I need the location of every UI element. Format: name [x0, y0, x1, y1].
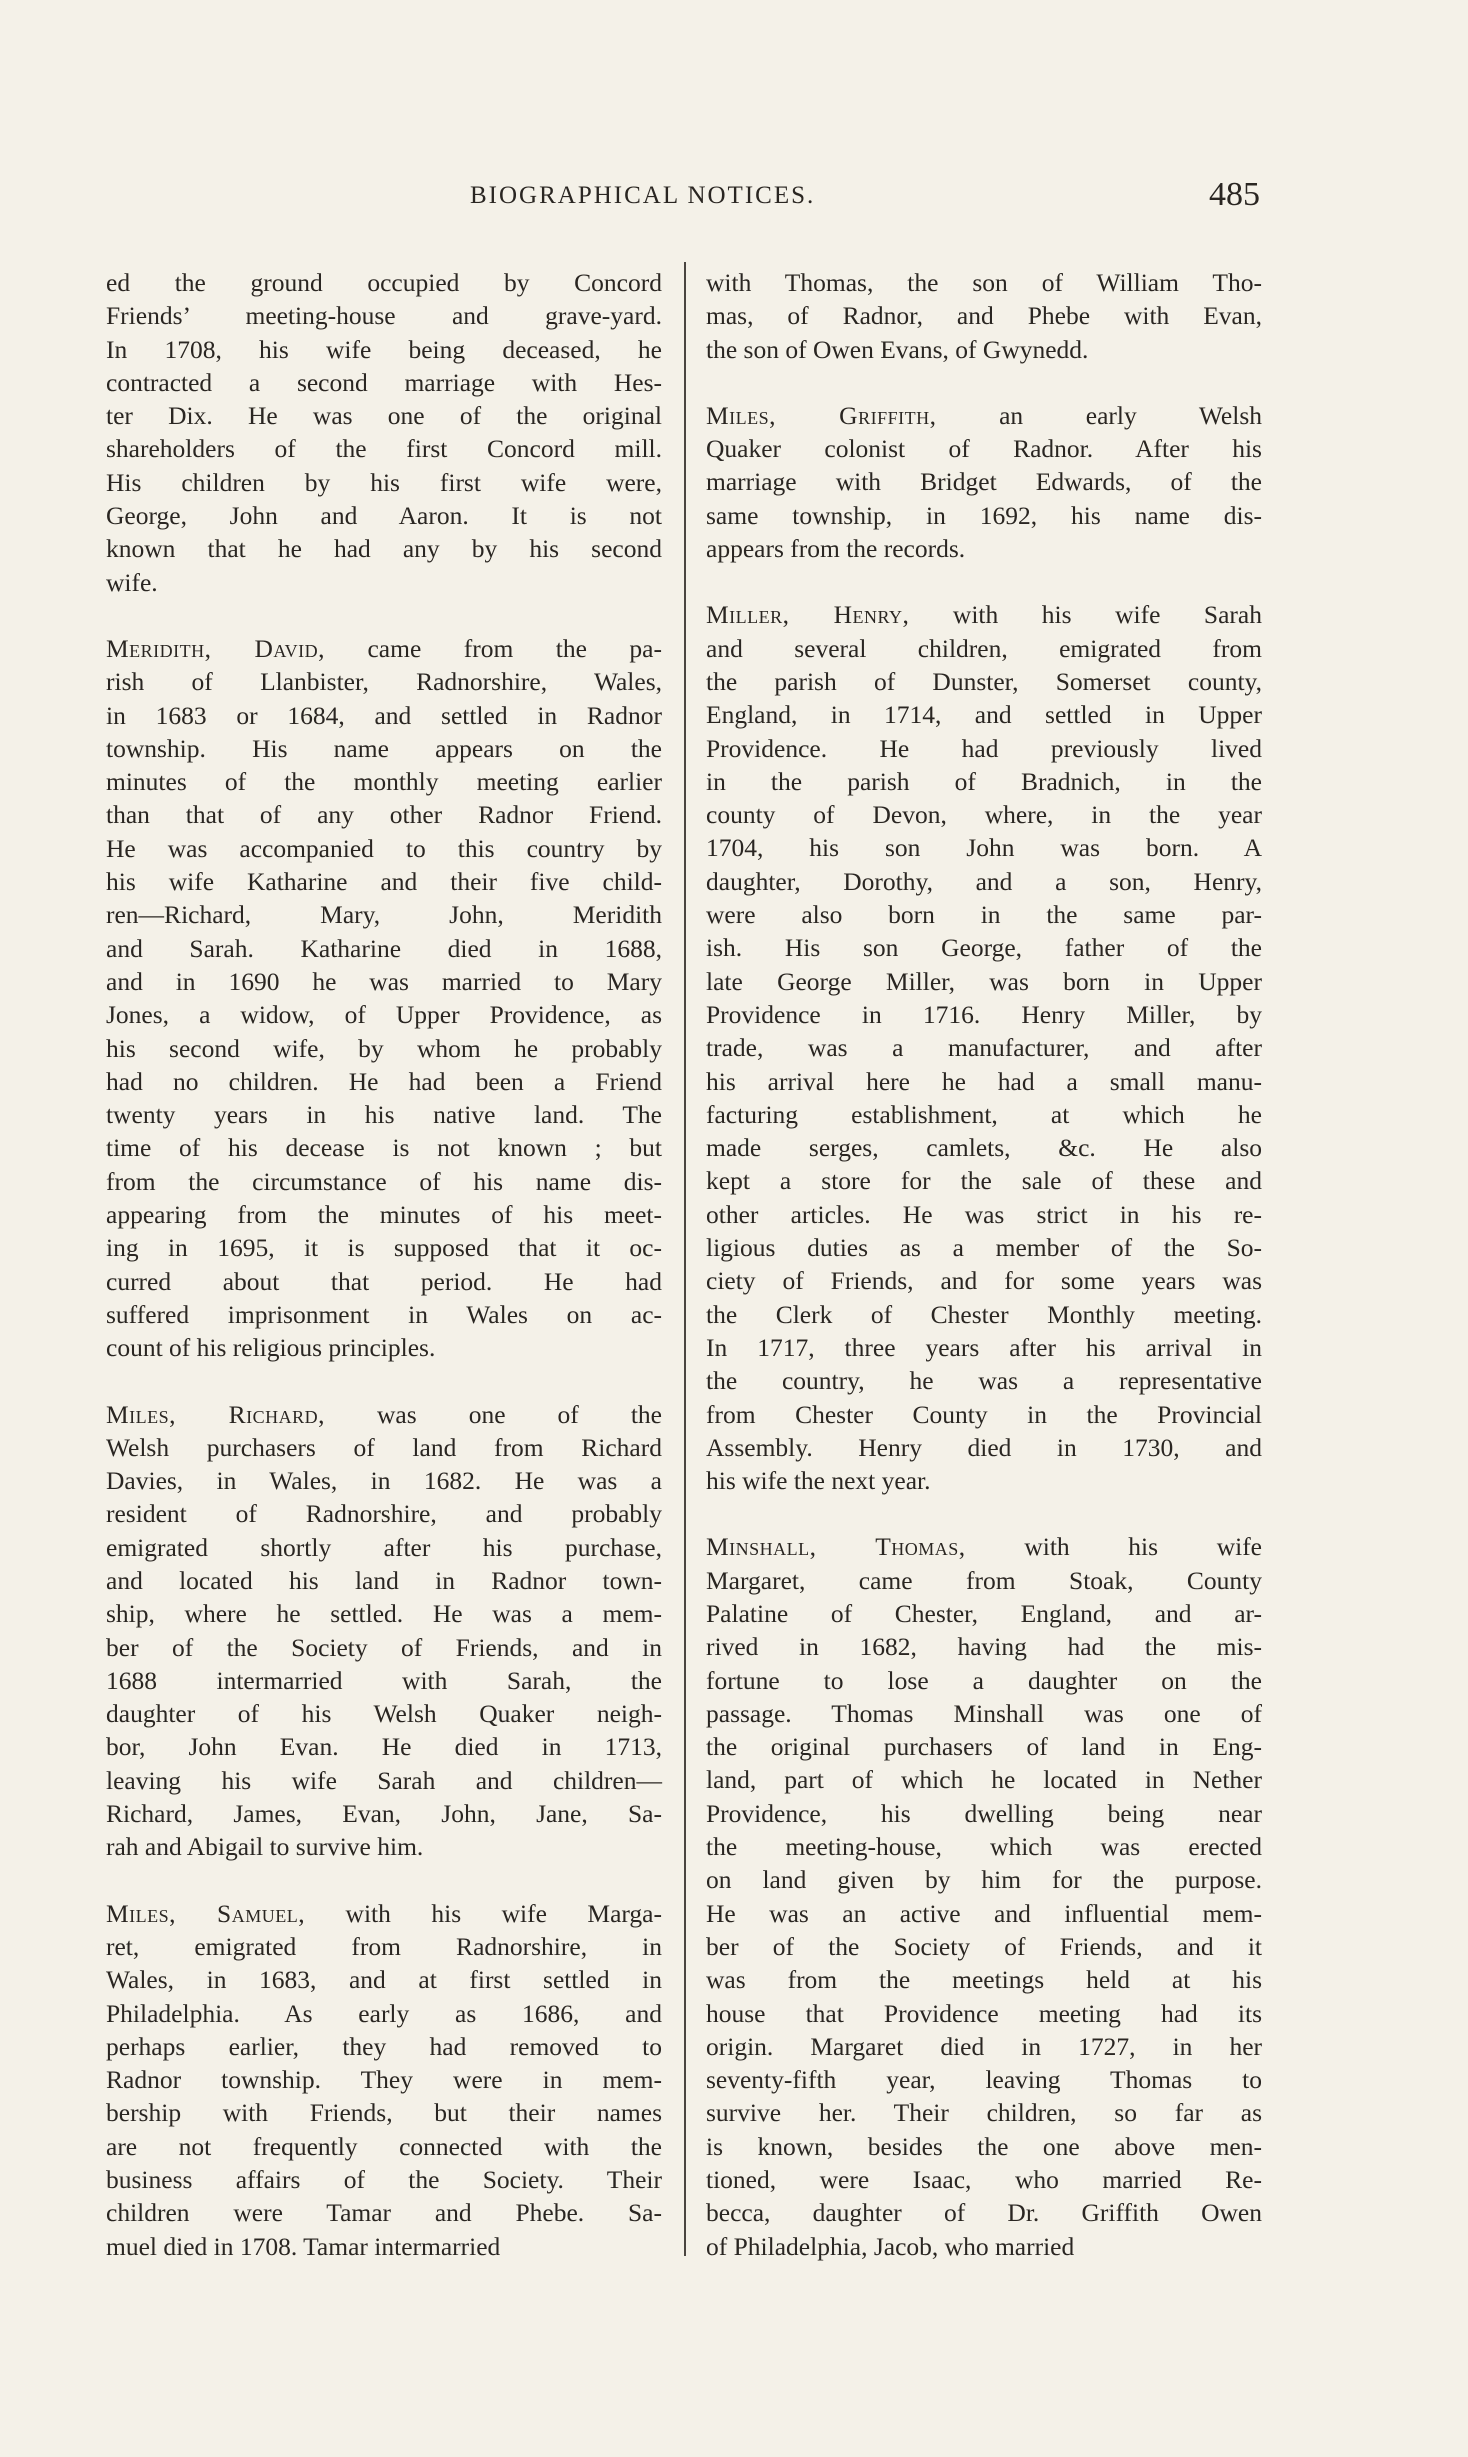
text-line: seventy-fifth year, leaving Thomas to — [706, 2065, 1262, 2095]
text-line: curred about that period. He had — [106, 1266, 662, 1296]
text-line: Providence. He had previously lived — [706, 733, 1262, 763]
text-line: with Thomas, the son of William Tho- — [706, 268, 1262, 297]
text-line: and Sarah. Katharine died in 1688, — [106, 933, 662, 963]
text-line — [706, 399, 1262, 432]
entry-gap — [706, 565, 1262, 598]
text-line: Friends’ meeting-house and grave-yard. — [106, 301, 662, 331]
text-line: His children by his first wife were, — [106, 467, 662, 497]
text-line: his arrival here he had a small manu- — [706, 1066, 1262, 1096]
text-line: trade, was a manufacturer, and after — [706, 1033, 1262, 1063]
text-line: county of Devon, where, in the year — [706, 800, 1262, 830]
text-line: the country, he was a representative — [706, 1366, 1262, 1396]
text-line: the Clerk of Chester Monthly meeting. — [706, 1299, 1262, 1329]
text-line: were also born in the same par- — [706, 900, 1262, 930]
text-line: emigrated shortly after his purchase, — [106, 1532, 662, 1562]
text-line: rah and Abigail to survive him. — [106, 1832, 424, 1862]
text-line: land, part of which he located in Nether — [706, 1765, 1262, 1795]
text-line: ren—Richard, Mary, John, Meridith — [106, 900, 662, 930]
text-line: was from the meetings held at his — [706, 1965, 1262, 1995]
text-line: house that Providence meeting had its — [706, 1998, 1262, 2028]
text-line: He was accompanied to this country by — [106, 833, 662, 863]
line-text: came from the pa- — [324, 633, 662, 663]
text-line — [106, 1897, 662, 1930]
text-line: ter Dix. He was one of the original — [106, 401, 662, 431]
text-line: George, John and Aaron. It is not — [106, 501, 662, 531]
entry-gap — [106, 1864, 662, 1897]
entry-heading: Miller, Henry, — [706, 600, 910, 630]
text-line: mas, of Radnor, and Phebe with Evan, — [706, 301, 1262, 331]
column-divider — [684, 262, 686, 2256]
text-line: Radnor township. They were in mem- — [106, 2065, 662, 2095]
text-line: and in 1690 he was married to Mary — [106, 966, 662, 996]
text-line: the original purchasers of land in Eng- — [706, 1732, 1262, 1762]
running-title: BIOGRAPHICAL NOTICES. — [470, 182, 816, 209]
text-line: Palatine of Chester, England, and ar- — [706, 1598, 1262, 1628]
left-column — [106, 266, 662, 2263]
text-line: the meeting-house, which was erected — [706, 1832, 1262, 1862]
text-line: Davies, in Wales, in 1682. He was a — [106, 1466, 662, 1496]
text-line: business affairs of the Society. Their — [106, 2165, 662, 2195]
text-line: fortune to lose a daughter on the — [706, 1665, 1262, 1695]
text-line: marriage with Bridget Edwards, of the — [706, 467, 1262, 497]
biographical-entry — [106, 266, 662, 599]
text-line: wife. — [106, 567, 158, 597]
text-line: from the circumstance of his name dis- — [106, 1166, 662, 1196]
text-line: resident of Radnorshire, and probably — [106, 1499, 662, 1529]
text-line: ret, emigrated from Radnorshire, in — [106, 1931, 662, 1961]
line-text: was one of the — [324, 1399, 662, 1429]
text-line: had no children. He had been a Friend — [106, 1066, 662, 1096]
biographical-entry — [706, 598, 1262, 1497]
text-line: is known, besides the one above men- — [706, 2131, 1262, 2161]
text-line: daughter, Dorothy, and a son, Henry, — [706, 866, 1262, 896]
text-line: kept a store for the sale of these and — [706, 1166, 1262, 1196]
text-line: the son of Owen Evans, of Gwynedd. — [706, 334, 1089, 364]
entry-heading: Miles, Richard, — [106, 1399, 325, 1429]
text-line: tioned, were Isaac, who married Re- — [706, 2165, 1262, 2195]
line-text: with his wife — [965, 1532, 1263, 1562]
text-line: In 1717, three years after his arrival in — [706, 1332, 1262, 1362]
text-line: Jones, a widow, of Upper Providence, as — [106, 1000, 662, 1030]
text-line — [106, 1398, 662, 1431]
text-line: other articles. He was strict in his re- — [706, 1199, 1262, 1229]
text-line: Providence, his dwelling being near — [706, 1798, 1262, 1828]
text-line — [106, 632, 662, 665]
text-line: the parish of Dunster, Somerset county, — [706, 666, 1262, 696]
text-line: England, in 1714, and settled in Upper — [706, 700, 1262, 730]
text-line: Richard, James, Evan, John, Jane, Sa- — [106, 1799, 662, 1829]
entry-gap — [706, 366, 1262, 399]
text-line: perhaps earlier, they had removed to — [106, 2031, 662, 2061]
text-line: same township, in 1692, his name dis- — [706, 500, 1262, 530]
text-line: passage. Thomas Minshall was one of — [706, 1698, 1262, 1728]
text-line: time of his decease is not known ; but — [106, 1133, 662, 1163]
entry-gap — [106, 1365, 662, 1398]
text-line: late George Miller, was born in Upper — [706, 966, 1262, 996]
text-line: ing in 1695, it is supposed that it oc- — [106, 1233, 662, 1263]
text-line: minutes of the monthly meeting earlier — [106, 767, 662, 797]
text-line: Quaker colonist of Radnor. After his — [706, 434, 1262, 464]
text-line: are not frequently connected with the — [106, 2131, 662, 2161]
text-line: bor, John Evan. He died in 1713, — [106, 1732, 662, 1762]
text-line: shareholders of the first Concord mill. — [106, 434, 662, 464]
text-line — [706, 598, 1262, 631]
text-line: children were Tamar and Phebe. Sa- — [106, 2198, 662, 2228]
entry-gap — [106, 599, 662, 632]
page-number: 485 — [1209, 176, 1260, 213]
text-line: facturing establishment, at which he — [706, 1099, 1262, 1129]
biographical-entry — [706, 399, 1262, 565]
text-line: ligious duties as a member of the So- — [706, 1233, 1262, 1263]
text-line: known that he had any by his second — [106, 534, 662, 564]
text-line: ship, where he settled. He was a mem- — [106, 1599, 662, 1629]
right-column — [706, 266, 1262, 2263]
text-line: township. His name appears on the — [106, 733, 662, 763]
text-line: twenty years in his native land. The — [106, 1100, 662, 1130]
text-line: suffered imprisonment in Wales on ac- — [106, 1299, 662, 1329]
text-line: appears from the records. — [706, 534, 966, 564]
entry-gap — [706, 1497, 1262, 1530]
text-line: rish of Llanbister, Radnorshire, Wales, — [106, 667, 662, 697]
text-line: daughter of his Welsh Quaker neigh- — [106, 1699, 662, 1729]
line-text: with his wife Sarah — [909, 600, 1262, 630]
biographical-entry — [106, 1897, 662, 2263]
text-line: survive her. Their children, so far as — [706, 2098, 1262, 2128]
text-line: and located his land in Radnor town- — [106, 1565, 662, 1595]
text-line: Margaret, came from Stoak, County — [706, 1565, 1262, 1595]
text-line: his wife Katharine and their five child- — [106, 867, 662, 897]
text-line: In 1708, his wife being deceased, he — [106, 334, 662, 364]
text-line: Philadelphia. As early as 1686, and — [106, 1998, 662, 2028]
text-line: Wales, in 1683, and at first settled in — [106, 1965, 662, 1995]
text-line: than that of any other Radnor Friend. — [106, 800, 662, 830]
text-line: ciety of Friends, and for some years was — [706, 1266, 1262, 1296]
text-line: leaving his wife Sarah and children— — [106, 1765, 662, 1795]
text-line: ed the ground occupied by Concord — [106, 268, 662, 297]
entry-heading: Minshall, Thomas, — [706, 1532, 966, 1562]
text-line: Welsh purchasers of land from Richard — [106, 1432, 662, 1462]
text-line: becca, daughter of Dr. Griffith Owen — [706, 2198, 1262, 2228]
page-header — [470, 176, 1260, 222]
text-line: ber of the Society of Friends, and in — [106, 1632, 662, 1662]
line-text: with his wife Marga- — [305, 1898, 662, 1928]
biographical-entry — [106, 1398, 662, 1864]
text-line: Assembly. Henry died in 1730, and — [706, 1432, 1262, 1462]
text-line: He was an active and influential mem- — [706, 1898, 1262, 1928]
biographical-entry — [106, 632, 662, 1365]
text-line: count of his religious principles. — [106, 1333, 436, 1363]
text-line: 1688 intermarried with Sarah, the — [106, 1665, 662, 1695]
text-line: bership with Friends, but their names — [106, 2098, 662, 2128]
text-line — [706, 1530, 1262, 1563]
text-line: contracted a second marriage with Hes- — [106, 367, 662, 397]
text-line: in 1683 or 1684, and settled in Radnor — [106, 700, 662, 730]
text-line: made serges, camlets, &c. He also — [706, 1133, 1262, 1163]
text-line: his second wife, by whom he probably — [106, 1033, 662, 1063]
text-line: Providence in 1716. Henry Miller, by — [706, 999, 1262, 1029]
entry-heading: Miles, Samuel, — [106, 1898, 306, 1928]
text-line: in the parish of Bradnich, in the — [706, 766, 1262, 796]
text-line: 1704, his son John was born. A — [706, 833, 1262, 863]
text-line: of Philadelphia, Jacob, who married — [706, 2231, 1075, 2261]
text-line: appearing from the minutes of his meet- — [106, 1200, 662, 1230]
entry-heading: Miles, Griffith, — [706, 400, 937, 430]
text-line: ish. His son George, father of the — [706, 933, 1262, 963]
biographical-entry — [706, 1530, 1262, 2263]
line-text: an early Welsh — [936, 400, 1262, 430]
text-line: his wife the next year. — [706, 1466, 931, 1496]
text-line: from Chester County in the Provincial — [706, 1399, 1262, 1429]
text-line: origin. Margaret died in 1727, in her — [706, 2031, 1262, 2061]
text-line: rived in 1682, having had the mis- — [706, 1632, 1262, 1662]
text-line: on land given by him for the purpose. — [706, 1865, 1262, 1895]
text-line: muel died in 1708. Tamar intermarried — [106, 2231, 501, 2261]
entry-heading: Meridith, David, — [106, 633, 325, 663]
text-line: and several children, emigrated from — [706, 633, 1262, 663]
biographical-entry — [706, 266, 1262, 366]
text-line: ber of the Society of Friends, and it — [706, 1931, 1262, 1961]
